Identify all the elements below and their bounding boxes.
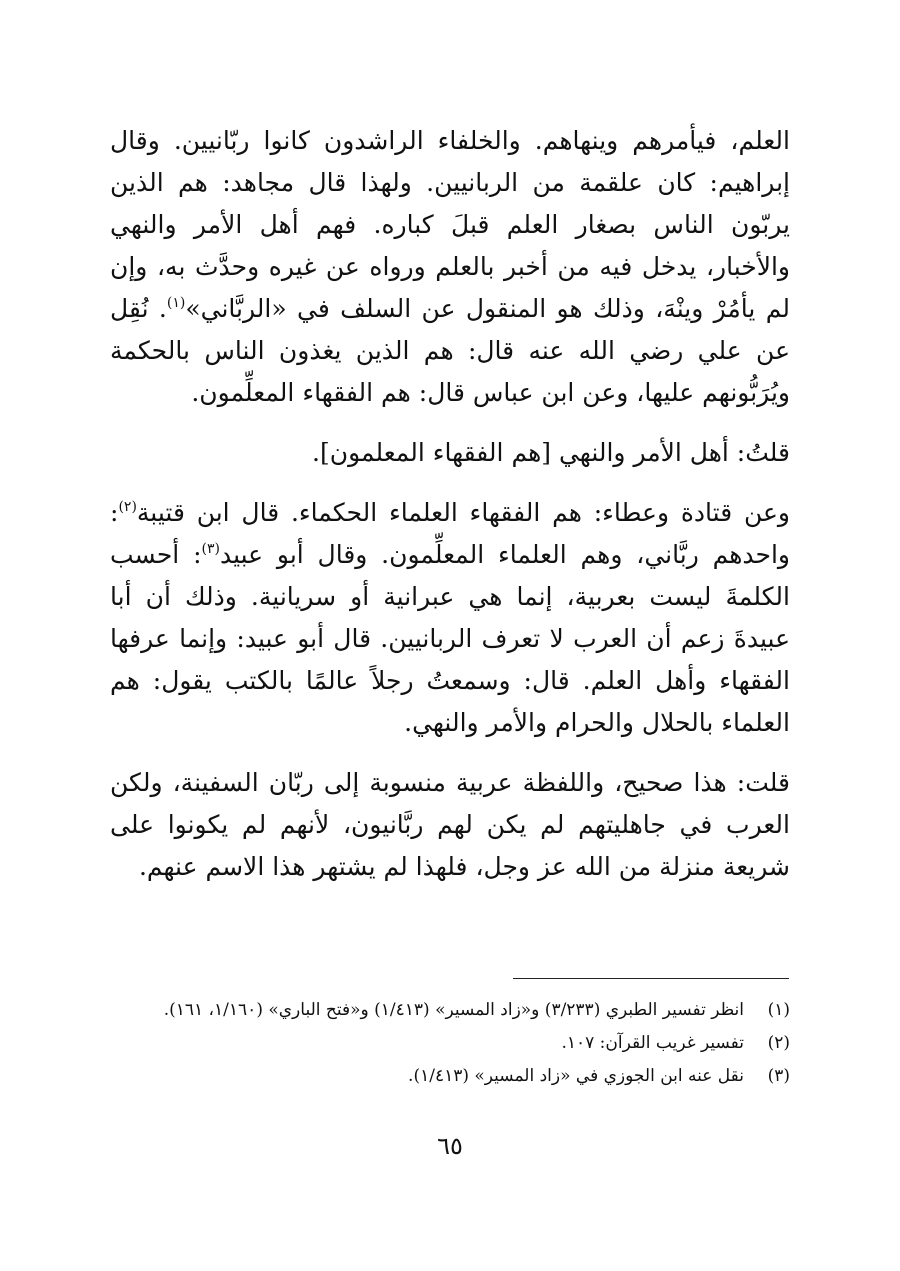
paragraph-1-text: العلم، فيأمرهم وينهاهم. والخلفاء الراشدون كانوا ربّانيين. وقال إبراهيم: كان علقمة من الربانيين. ولهذا قال مجاهد: هم الذين يربّون الناس بصغار العلم قبلَ كباره. فهم أهل الأمر والنهي والأخبار، يدخل فيه من أخبر بالعلم ورواه عن غيره وحدَّث به، وإن لم يأمُرْ وينْهَ، وذلك هو المنقول عن السلف في «الربَّاني»	[110, 126, 791, 323]
footnote-text: تفسير غريب القرآن: ١٠٧.	[561, 1033, 744, 1053]
footnote-2	[110, 1027, 790, 1060]
footnotes	[110, 994, 790, 1093]
footnote-ref-2: (٢)	[118, 499, 137, 515]
paragraph-2-text: قلتُ: أهل الأمر والنهي [هم الفقهاء المعلمون].	[312, 438, 790, 467]
footnote-text: انظر تفسير الطبري (٣/٢٣٣) و«زاد المسير» (١/٤١٣) و«فتح الباري» (١/١٦٠، ١٦١).	[163, 1000, 744, 1020]
footnote-text: نقل عنه ابن الجوزي في «زاد المسير» (١/٤١٣).	[408, 1066, 744, 1086]
paragraph-3-part-c: : أحسب الكلمةَ ليست بعربية، إنما هي عبرانية أو سريانية. وذلك أن أبا عبيدةَ زعم أن العرب لا تعرف الربانيين. قال أبو عبيد: وإنما عرفها الفقهاء وأهل العلم. قال: وسمعتُ رجلاً عالمًا بالكتب يقول: هم العلماء بالحلال والحرام والأمر والنهي.	[110, 540, 790, 737]
footnote-number: (١)	[767, 1000, 790, 1020]
footnote-number: (٣)	[767, 1066, 790, 1086]
page-number: ٦٥	[437, 1132, 463, 1160]
paragraph-2	[110, 432, 790, 474]
footnote-ref-1: (١)	[166, 295, 186, 311]
footnote-number: (٢)	[767, 1033, 790, 1053]
paragraph-1	[110, 120, 790, 414]
footnote-ref-3: (٣)	[201, 541, 220, 557]
paragraph-3-part-a: وعن قتادة وعطاء: هم الفقهاء العلماء الحكماء. قال ابن قتيبة	[136, 498, 790, 527]
footnote-1	[110, 994, 790, 1027]
paragraph-1-tail: . نُقِل عن علي رضي الله عنه قال: هم الذين يغذون الناس بالحكمة ويُرَبُّونهم عليها، وعن ابن عباس قال: هم الفقهاء المعلِّمون.	[110, 294, 790, 407]
paragraph-4-text: قلت: هذا صحيح، واللفظة عربية منسوبة إلى ربّان السفينة، ولكن العرب في جاهليتهم لم يكن لهم ربَّانيون، لأنهم لم يكونوا على شريعة منزلة من الله عز وجل، فلهذا لم يشتهر هذا الاسم عنهم.	[110, 768, 790, 881]
main-text	[110, 120, 790, 888]
paragraph-3-part-b: : واحدهم ربَّاني، وهم العلماء المعلِّمون. وقال أبو عبيد	[110, 498, 790, 569]
paragraph-4	[110, 762, 790, 888]
footnote-3	[110, 1060, 790, 1093]
footnote-divider	[513, 978, 789, 979]
paragraph-3	[110, 492, 790, 744]
